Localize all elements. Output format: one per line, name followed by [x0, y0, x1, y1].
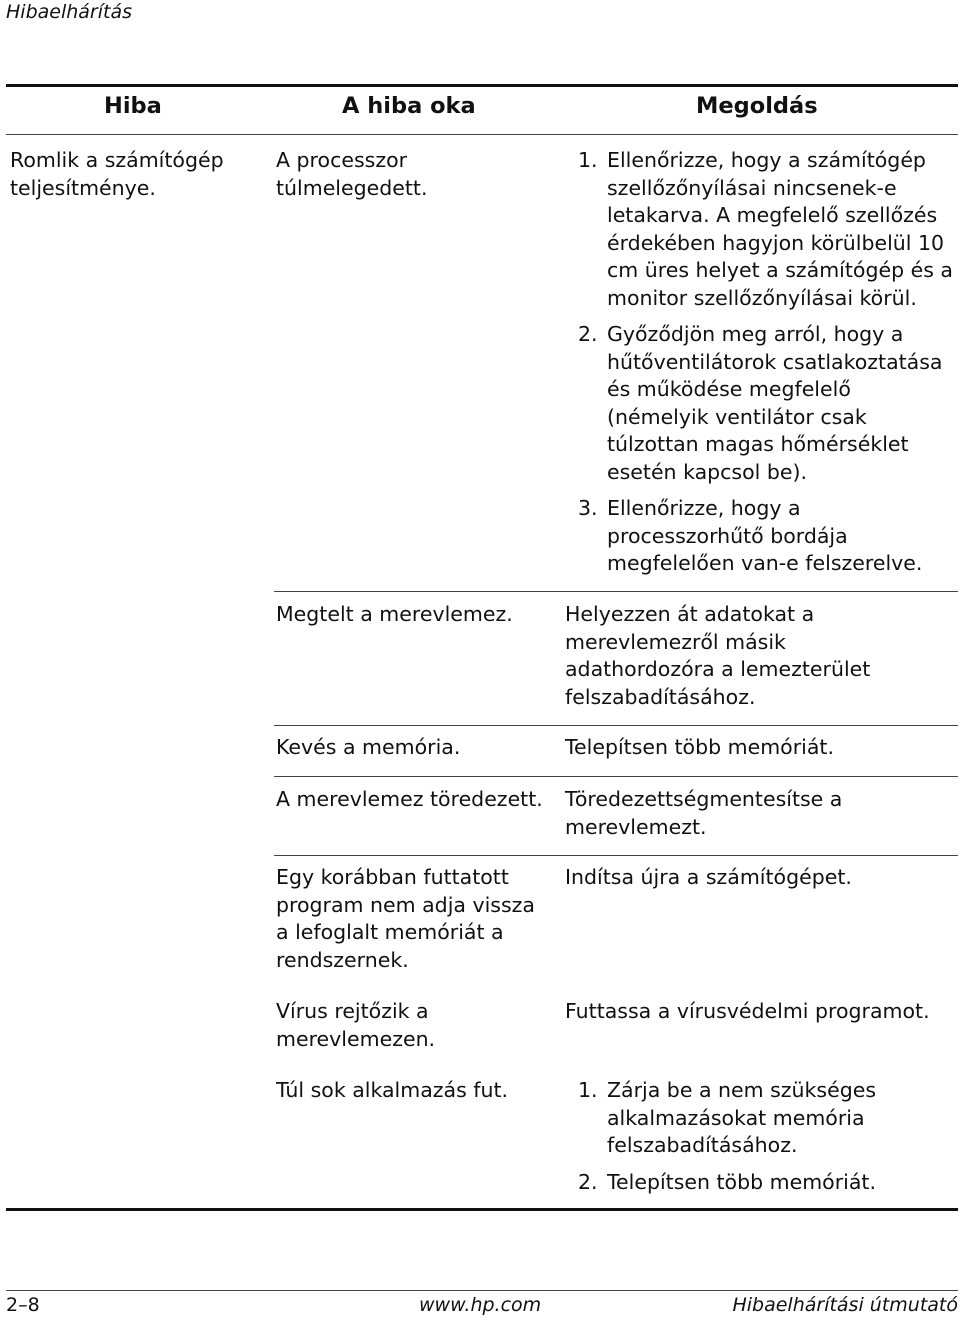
solution-cell: Indítsa újra a számítógépet. — [565, 865, 852, 889]
step-number: 2. — [578, 1169, 598, 1194]
table-bottom-rule — [6, 1208, 958, 1211]
cause-cell: Kevés a memória. — [276, 735, 461, 759]
solution-step — [578, 1077, 953, 1160]
step-text: Ellenőrizze, hogy a processzorhűtő bordája megfelelően van-e felszerelve. — [607, 496, 923, 575]
row-divider — [274, 725, 958, 726]
cause-cell: Túl sok alkalmazás fut. — [276, 1078, 509, 1102]
solution-steps — [578, 147, 953, 587]
footer-url[interactable]: www.hp.com — [419, 1294, 542, 1316]
row-divider — [274, 776, 958, 777]
step-number: 3. — [578, 496, 598, 520]
header-bottom-rule — [6, 134, 958, 135]
step-number: 1. — [578, 148, 598, 172]
solution-cell: Telepítsen több memóriát. — [565, 735, 834, 759]
step-text: Zárja be a nem szükséges alkalmazásokat memória felszabadításához. — [607, 1078, 877, 1157]
row-divider — [274, 591, 958, 592]
footer-title: Hibaelhárítási útmutató — [732, 1294, 958, 1316]
solution-step — [578, 147, 953, 312]
solution-steps — [578, 1077, 953, 1205]
footer-rule — [6, 1290, 958, 1291]
cause-cell: A merevlemez töredezett. — [276, 787, 543, 811]
step-number: 1. — [578, 1078, 598, 1102]
cause-cell: Egy korábban futtatott program nem adja vissza a lefoglalt memóriát a rendszernek. — [276, 865, 535, 972]
solution-step — [578, 495, 953, 578]
cause-cell: A processzor túlmelegedett. — [276, 148, 428, 200]
solution-step — [578, 321, 953, 486]
step-number: 2. — [578, 322, 598, 346]
solution-step — [578, 1169, 953, 1197]
solution-cell: Töredezettségmentesítse a merevlemezt. — [565, 787, 843, 839]
header-problem: Hiba — [104, 93, 162, 119]
problem-cell: Romlik a számítógép teljesítménye. — [10, 148, 224, 200]
cause-cell: Megtelt a merevlemez. — [276, 602, 513, 626]
row-divider — [274, 855, 958, 856]
step-text: Győződjön meg arról, hogy a hűtőventilátorok csatlakoztatása és működése megfelelő (némelyik ventilátor csak túlzottan magas hőmérséklet esetén kapcsol be). — [607, 322, 943, 484]
table-top-rule — [6, 84, 958, 87]
solution-cell: Helyezzen át adatokat a merevlemezről másik adathordozóra a lemezterület felszabadításához. — [565, 602, 871, 709]
cause-cell: Vírus rejtőzik a merevlemezen. — [276, 999, 436, 1051]
page-number: 2–8 — [6, 1294, 40, 1316]
header-cause: A hiba oka — [342, 93, 476, 119]
running-head: Hibaelhárítás — [6, 1, 133, 23]
solution-cell: Futtassa a vírusvédelmi programot. — [565, 999, 930, 1023]
step-text: Ellenőrizze, hogy a számítógép szellőzőnyílásai nincsenek-e letakarva. A megfelelő szellőzés érdekében hagyjon körülbelül 10 cm üres helyet a számítógép és a monitor szellőzőnyílásai körül. — [607, 148, 953, 310]
header-solution: Megoldás — [696, 93, 818, 119]
step-text: Telepítsen több memóriát. — [607, 1169, 876, 1194]
